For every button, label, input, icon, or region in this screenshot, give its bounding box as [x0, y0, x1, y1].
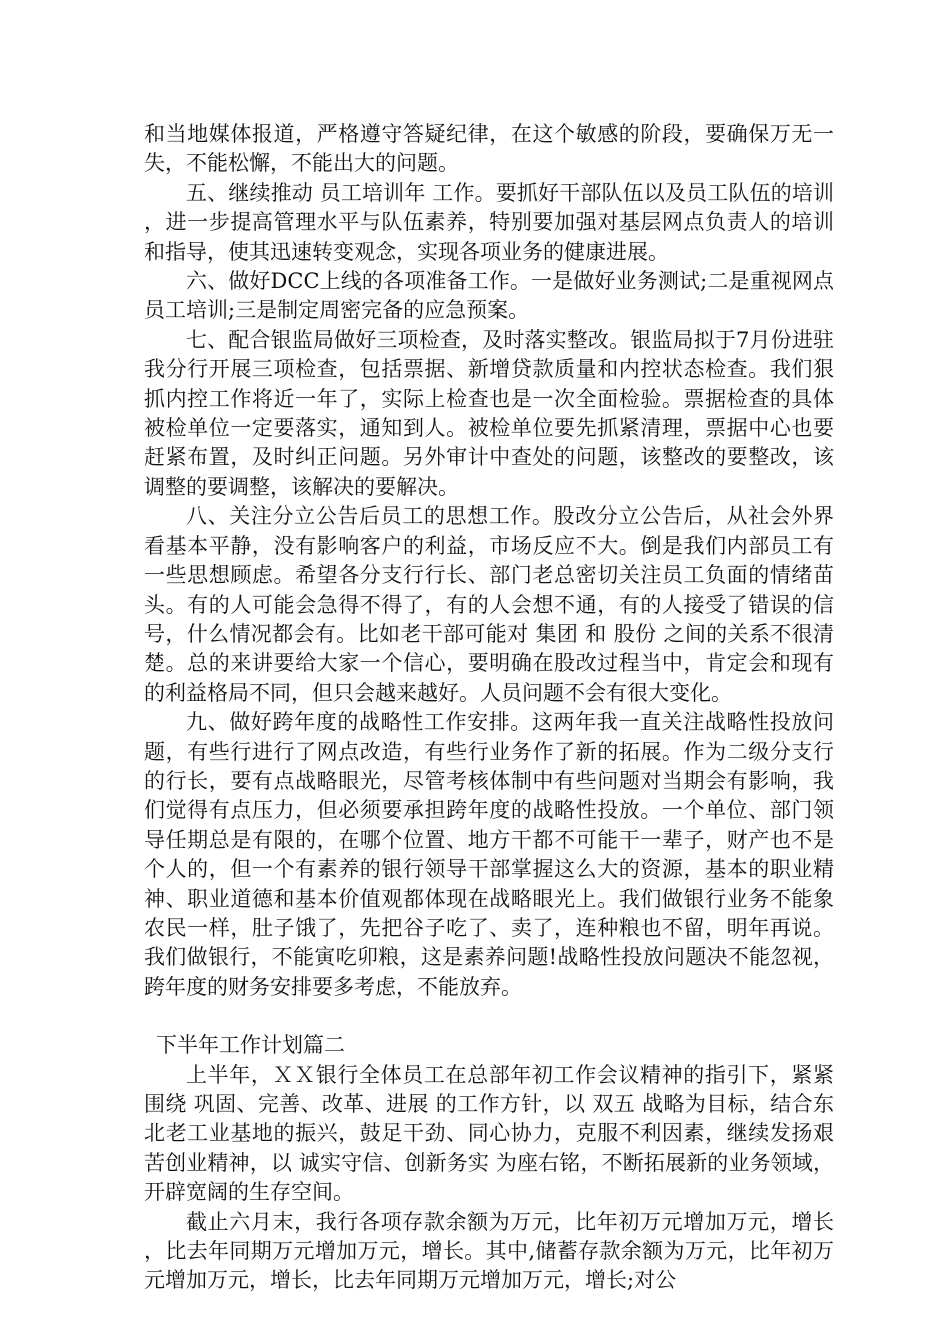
paragraph-item-6: 六、做好DCC上线的各项准备工作。一是做好业务测试;二是重视网点员工培训;三是制定周密完备的应急预案。 — [144, 269, 834, 323]
paragraph-item-9: 九、做好跨年度的战略性工作安排。这两年我一直关注战略性投放问题，有些行进行了网点改造，有些行业务作了新的拓展。作为二级分支行的行长，要有点战略眼光，尽管考核体制中有些问题对当期会有影响，我们觉得有点压力，但必须要承担跨年度的战略性投放。一个单位、部门领导任期总是有限的，在哪个位置、地方干都不可能干一辈子，财产也不是个人的，但一个有素养的银行领导干部掌握这么大的资源，基本的职业精神、职业道德和基本价值观都体现在战略眼光上。我们做银行业务不能象农民一样，肚子饿了，先把谷子吃了、卖了，连种粮也不留，明年再说。我们做银行，不能寅吃卯粮，这是素养问题!战略性投放问题决不能忽视，跨年度的财务安排要多考虑，不能放弃。 — [144, 710, 834, 999]
paragraph-item-7: 七、配合银监局做好三项检查，及时落实整改。银监局拟于7月份进驻我分行开展三项检查，包括票据、新增贷款质量和内控状态检查。我们狠抓内控工作将近一年了，实际上检查也是一次全面检验。票据检查的具体被检单位一定要落实，通知到人。被检单位要先抓紧清理，票据中心也要赶紧布置，及时纠正问题。另外审计中查处的问题，该整改的要整改，该调整的要调整，该解决的要解决。 — [144, 327, 834, 499]
paragraph-item-5: 五、继续推动 员工培训年 工作。要抓好干部队伍以及员工队伍的培训，进一步提高管理水平与队伍素养，特别要加强对基层网点负责人的培训和指导，使其迅速转变观念，实现各项业务的健康进展。 — [144, 180, 834, 264]
paragraph-item-8: 八、关注分立公告后员工的思想工作。股改分立公告后，从社会外界看基本平静，没有影响客户的利益，市场反应不大。倒是我们内部员工有一些思想顾虑。希望各分支行行长、部门老总密切关注员工负面的情绪苗头。有的人可能会急得不得了，有的人会想不通，有的人接受了错误的信号，什么情况都会有。比如老干部可能对 集团 和 股份 之间的关系不很清楚。总的来讲要给大家一个信心，要明确在股改过程当中，肯定会和现有的利益格局不同，但只会越来越好。人员问题不会有很大变化。 — [144, 504, 834, 705]
paragraph-continuation: 和当地媒体报道，严格遵守答疑纪律，在这个敏感的阶段，要确保万无一失，不能松懈，不能出大的问题。 — [144, 122, 834, 176]
section-paragraph-deposits: 截止六月末，我行各项存款余额为万元，比年初万元增加万元，增长，比去年同期万元增加万元，增长。其中,储蓄存款余额为万元，比年初万元增加万元，增长，比去年同期万元增加万元，增长;对公 — [144, 1209, 834, 1293]
section-paragraph-intro: 上半年，ＸＸ银行全体员工在总部年初工作会议精神的指引下，紧紧围绕 巩固、完善、改革、进展 的工作方针，以 双五 战略为目标，结合东北老工业基地的振兴，鼓足干劲、同心协力，克服不利因素，继续发扬艰苦创业精神，以 诚实守信、创新务实 为座右铭，不断拓展新的业务领域，开辟宽阔的生存空间。 — [144, 1062, 834, 1205]
document-body — [144, 120, 834, 1296]
section-title: 下半年工作计划篇二 — [156, 1033, 345, 1058]
